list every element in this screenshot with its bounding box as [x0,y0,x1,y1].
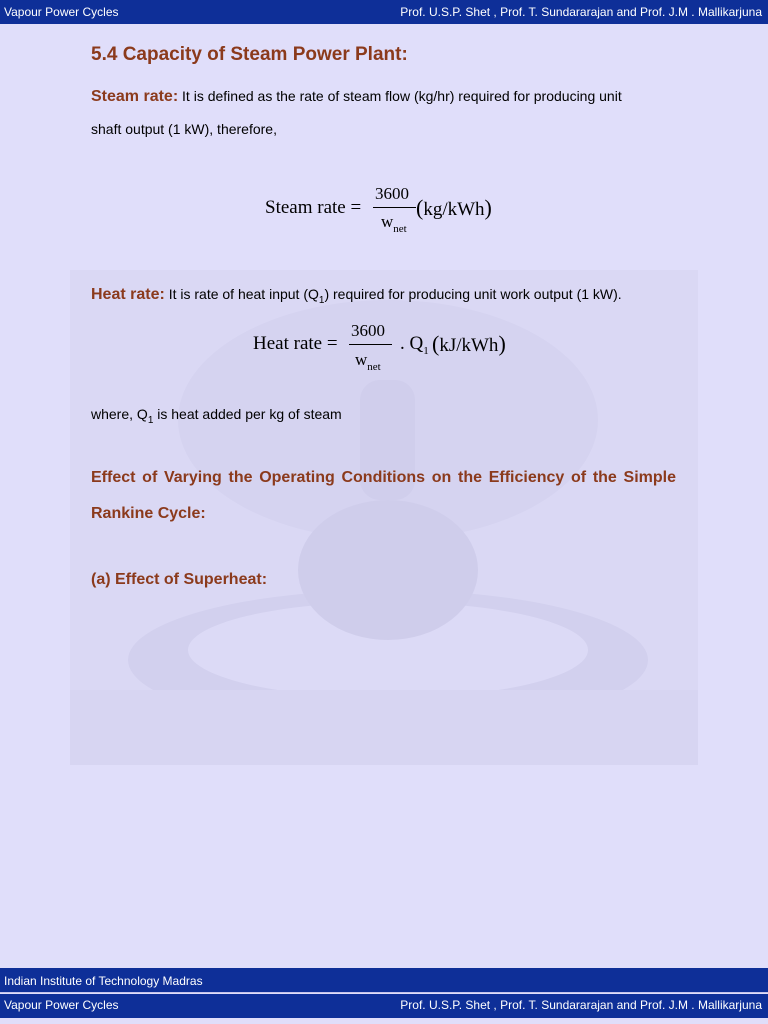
footer-divider [0,992,768,993]
steam-rate-paragraph-line1 [91,86,622,107]
steam-rate-term: Steam rate: [91,88,179,105]
steam-rate-definition: It is defined as the rate of steam flow (kg/hr) required for producing unit [178,88,622,104]
effect-heading: Effect of Varying the Operating Conditions on the Efficiency of the Simple Rankine Cycle: [91,469,676,522]
section-title: 5.4 Capacity of Steam Power Plant: [91,44,408,65]
footer-bar [0,994,768,1018]
steam-rate-numerator: 3600 [375,184,409,203]
heat-rate-lhs: Heat rate = [253,333,338,354]
steam-rate-units: (kg/kWh) [416,195,492,220]
steam-rate-fraction-bar [373,207,416,208]
header-bar [0,0,768,24]
footer-course-title: Vapour Power Cycles [4,998,119,1012]
footer-institute: Indian Institute of Technology Madras [4,974,203,988]
footer-authors: Prof. U.S.P. Shet , Prof. T. Sundararajan and Prof. J.M . Mallikarjuna [400,998,762,1012]
header-course-title: Vapour Power Cycles [4,5,119,19]
heat-rate-denominator: $w_{net}$ [355,350,381,373]
steam-rate-lhs: Steam rate = [265,197,362,218]
where-clause: where, $Q_1$ is heat added per kg of steam [91,406,342,426]
heat-rate-term: Heat rate: [91,286,165,303]
header-authors: Prof. U.S.P. Shet , Prof. T. Sundararajan and Prof. J.M . Mallikarjuna [400,5,762,19]
superheat-heading: (a) Effect of Superheat: [91,571,268,588]
steam-rate-denominator: $w_{net}$ [381,212,407,235]
heat-rate-fraction-bar [349,344,392,345]
heat-rate-paragraph: Heat rate: It is rate of heat input $(Q_1)$ required for producing unit work output (1 kW). [91,286,622,306]
heat-rate-multiplier: . $Q_1$ [400,333,429,357]
heat-rate-numerator: 3600 [351,321,385,340]
footer-institute-bar [0,968,768,992]
steam-rate-paragraph-line2: shaft output (1 kW), therefore, [91,121,277,137]
heat-rate-units: (kJ/kWh) [432,331,506,356]
